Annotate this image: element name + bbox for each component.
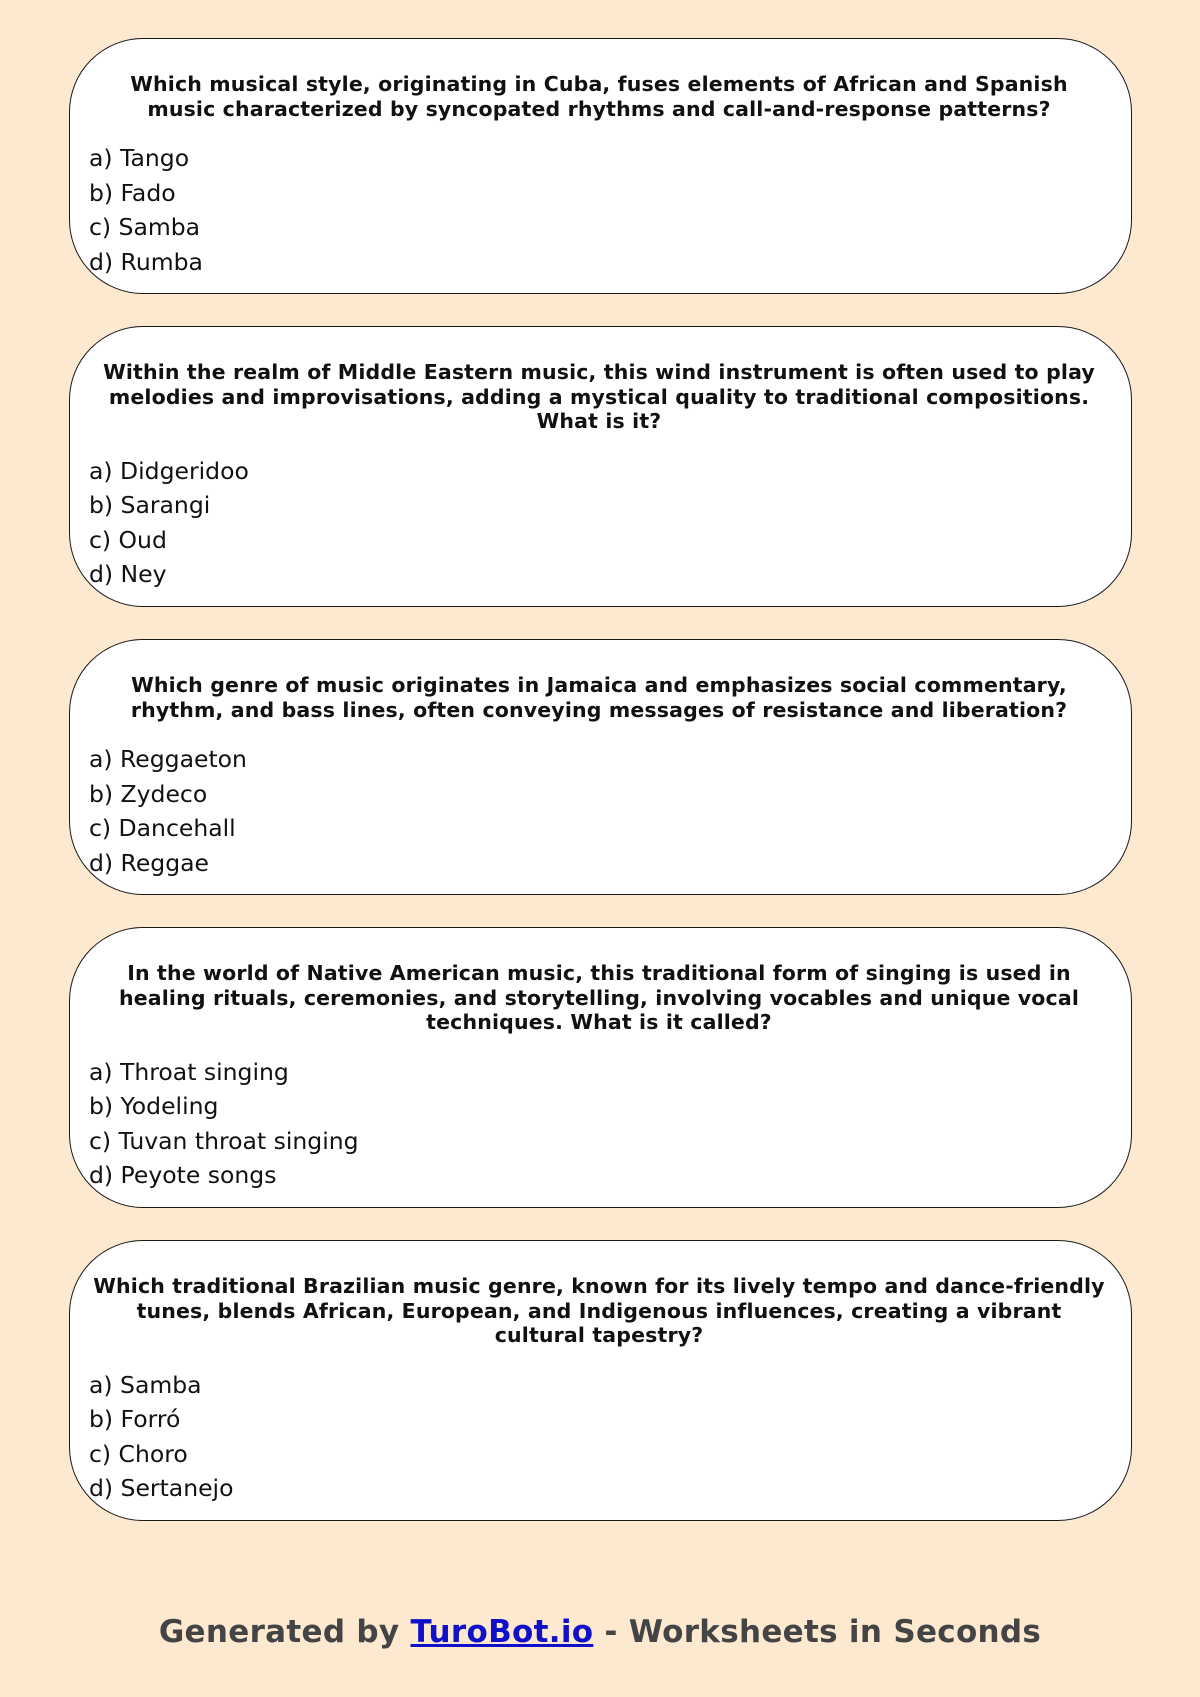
question-text: Within the realm of Middle Eastern music, this wind instrument is often used to play melodies and improvisations, adding a mystical quality to traditional compositions. What is it? bbox=[103, 360, 1095, 433]
question-text: Which musical style, originating in Cuba, fuses elements of African and Spanish music characterized by syncopated rhythms and call-and-response patterns? bbox=[130, 72, 1068, 121]
answer-option: b) Fado bbox=[89, 178, 176, 207]
answer-option: b) Forró bbox=[89, 1405, 181, 1433]
question-card bbox=[69, 639, 1132, 895]
answer-option: d) Peyote songs bbox=[89, 1161, 277, 1189]
answer-option: b) Yodeling bbox=[89, 1092, 219, 1120]
question-text: Which genre of music originates in Jamaica and emphasizes social commentary, rhythm, and bass lines, often conveying messages of resistance and liberation? bbox=[130, 673, 1068, 722]
footer-suffix: - Worksheets in Seconds bbox=[593, 1614, 1042, 1650]
answer-option: b) Sarangi bbox=[89, 491, 211, 519]
question-text: In the world of Native American music, this traditional form of singing is used in healing rituals, ceremonies, and storytelling, involving vocables and unique vocal techniques. What is it called? bbox=[118, 961, 1080, 1034]
answer-options bbox=[89, 454, 1109, 592]
question-card bbox=[69, 326, 1132, 607]
answer-option: c) Oud bbox=[89, 525, 167, 554]
answer-option: d) Sertanejo bbox=[89, 1474, 234, 1502]
answer-options bbox=[89, 1368, 1109, 1506]
answer-option: c) Choro bbox=[89, 1439, 188, 1468]
answer-option: d) Ney bbox=[89, 560, 167, 588]
answer-option: c) Dancehall bbox=[89, 814, 236, 842]
question-text: Which traditional Brazilian music genre, known for its lively tempo and dance-friendly tunes, blends African, European, and Indigenous influences, creating a vibrant cultural tapestry? bbox=[93, 1274, 1105, 1347]
question-card bbox=[69, 1240, 1132, 1521]
answer-option: a) Throat singing bbox=[89, 1057, 289, 1086]
question-card bbox=[69, 927, 1132, 1208]
answer-option: b) Zydeco bbox=[89, 779, 208, 808]
answer-option: a) Tango bbox=[89, 144, 190, 172]
answer-option: c) Samba bbox=[89, 213, 201, 241]
question-list bbox=[69, 38, 1132, 1553]
turobot-link[interactable]: TuroBot.io bbox=[410, 1614, 594, 1650]
answer-options bbox=[89, 742, 1109, 880]
footer-prefix: Generated by bbox=[158, 1614, 411, 1650]
answer-options bbox=[89, 141, 1109, 279]
footer bbox=[0, 1614, 1200, 1650]
answer-option: a) Reggaeton bbox=[89, 745, 247, 773]
answer-option: d) Reggae bbox=[89, 848, 209, 877]
answer-option: c) Tuvan throat singing bbox=[89, 1126, 359, 1155]
answer-option: a) Samba bbox=[89, 1370, 202, 1399]
answer-option: d) Rumba bbox=[89, 247, 203, 276]
answer-options bbox=[89, 1055, 1109, 1193]
question-card bbox=[69, 38, 1132, 294]
answer-option: a) Didgeridoo bbox=[89, 456, 249, 485]
